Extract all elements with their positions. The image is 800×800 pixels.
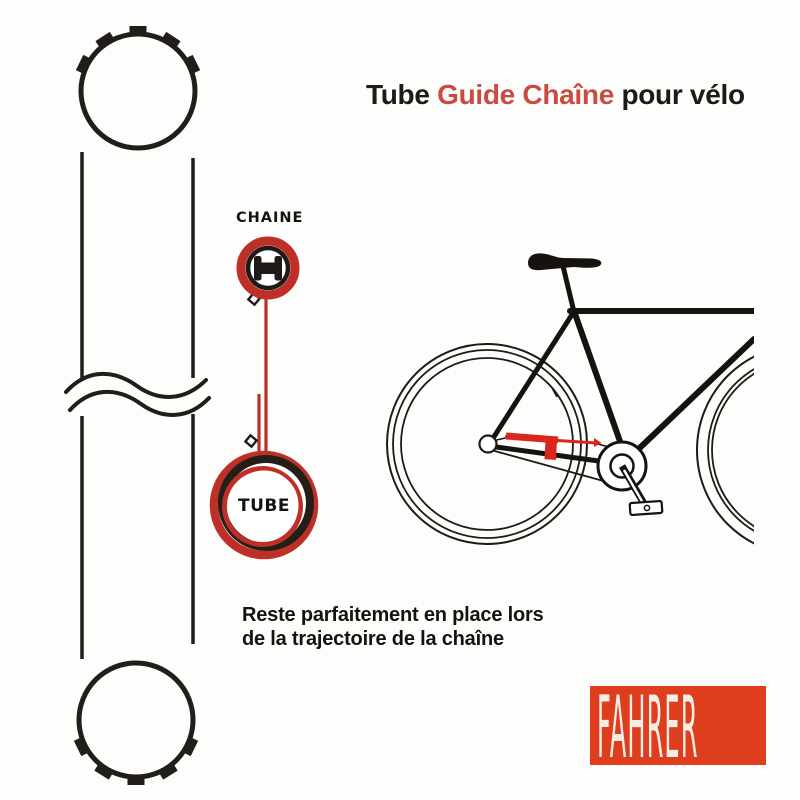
- tube-cross-section-bottom-icon: [74, 663, 198, 785]
- chain-tube-diagram: [214, 210, 314, 555]
- bicycle-illustration: [387, 253, 800, 555]
- caption: [242, 603, 602, 651]
- caption-line-2: de la trajectoire de la chaîne: [242, 628, 504, 650]
- tube-cross-section-top-icon: [76, 26, 200, 148]
- rear-hub-icon: [480, 436, 497, 453]
- tube-label: TUBE: [238, 496, 290, 516]
- title-highlight: Guide Chaîne: [437, 79, 614, 110]
- break-symbol-icon: [66, 374, 209, 415]
- chain-run-lines: [259, 294, 266, 452]
- title-suffix: pour vélo: [613, 79, 745, 110]
- tube-body: [82, 152, 193, 659]
- page-title: [366, 79, 796, 111]
- pedal-icon: [630, 501, 663, 515]
- chain-label: CHAINE: [236, 210, 304, 226]
- crankset-icon: [598, 442, 662, 515]
- title-prefix: Tube: [366, 79, 438, 110]
- fahrer-logo-text: FAHRER: [597, 676, 699, 778]
- chain-cross-section-icon: [241, 241, 295, 295]
- caption-line-1: Reste parfaitement en place lors: [242, 604, 544, 626]
- tube-technical-drawing: [66, 26, 209, 785]
- fahrer-logo: [590, 677, 766, 778]
- saddle-icon: [528, 253, 601, 270]
